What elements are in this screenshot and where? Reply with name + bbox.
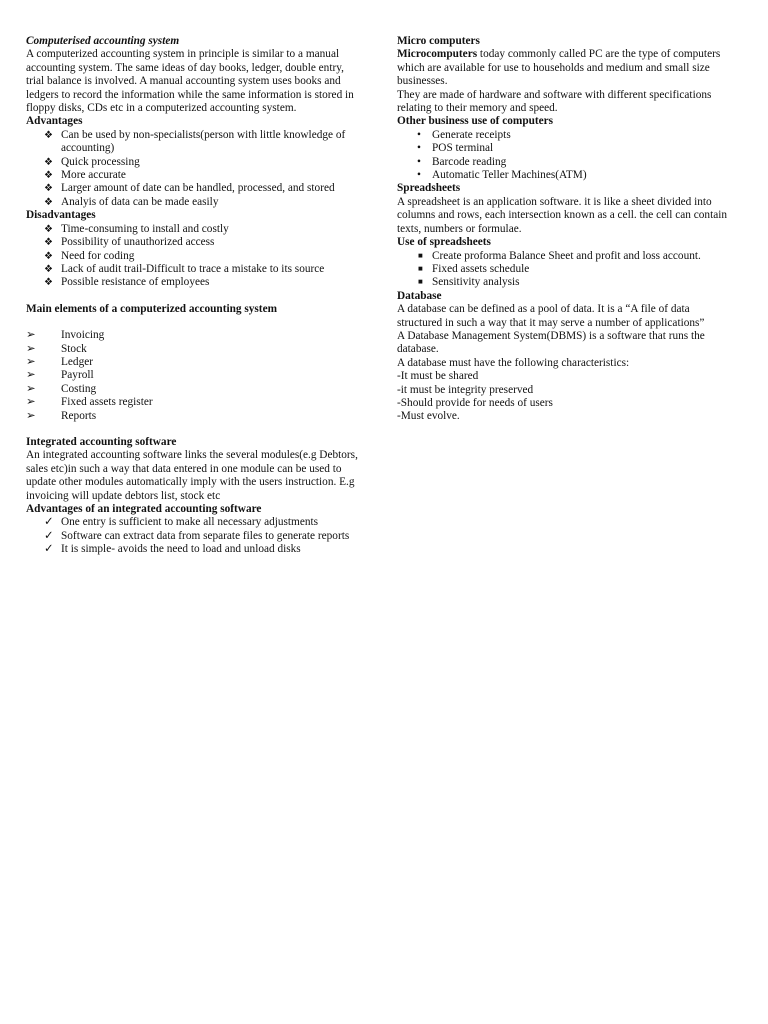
diamond-bullet-icon: ❖ (44, 223, 53, 235)
micro-paragraph-2: They are made of hardware and software with different specifications relating to their memory and speed. (397, 88, 712, 115)
arrow-bullet-icon: ➢ (26, 329, 36, 342)
arrow-bullet-icon: ➢ (26, 396, 36, 409)
arrow-bullet-icon: ➢ (26, 409, 36, 422)
list-item: ■ Fixed assets schedule (418, 262, 530, 275)
arrow-bullet-icon: ➢ (26, 342, 36, 355)
left-column (26, 35, 362, 557)
database-paragraph-2: A Database Management System(DBMS) is a software that runs the database. (397, 329, 705, 356)
diamond-bullet-icon: ❖ (44, 129, 53, 141)
square-bullet-icon: ■ (418, 277, 423, 287)
elements-list (26, 329, 362, 423)
list-item: ❖ Possible resistance of employees (44, 276, 210, 289)
list-item: • Automatic Teller Machines(ATM) (417, 169, 587, 182)
spacer (26, 316, 362, 329)
arrow-bullet-icon: ➢ (26, 369, 36, 382)
spacer (26, 423, 362, 436)
diamond-bullet-icon: ❖ (44, 156, 53, 168)
intro-paragraph: A computerized accounting system in principle is similar to a manual accounting system. The same ideas of day books, ledger, double entry, trial balance is involved. A manual accounting system uses books and ledgers to record the information while the same information is stored in floppy disks, CDs etc in a computerized accounting system. (26, 48, 354, 115)
list-item: ➢ Payroll (26, 369, 94, 382)
dot-bullet-icon: • (417, 142, 421, 155)
database-characteristic: -Should provide for needs of users (397, 396, 553, 409)
business-uses-heading: Other business use of computers (397, 115, 554, 128)
list-item: ➢ Reports (26, 409, 97, 422)
square-bullet-icon: ■ (418, 250, 423, 260)
database-characteristic: -It must be shared (397, 370, 479, 383)
list-item: ■ Create proforma Balance Sheet and profit and loss account. (418, 249, 701, 262)
list-item: ❖ Larger amount of date can be handled, processed, and stored (44, 182, 335, 195)
diamond-bullet-icon: ❖ (44, 183, 53, 195)
use-spreadsheets-list (397, 250, 733, 290)
dot-bullet-icon: • (417, 169, 421, 182)
advantages-heading: Advantages (26, 115, 83, 128)
list-item: ❖ Quick processing (44, 155, 140, 168)
diamond-bullet-icon: ❖ (44, 196, 53, 208)
list-item: • Generate receipts (417, 128, 511, 141)
list-item: ➢ Costing (26, 382, 97, 395)
section-title-computerised: Computerised accounting system (26, 35, 180, 47)
list-item: ❖ More accurate (44, 169, 126, 182)
integrated-advantages-list (26, 516, 362, 556)
list-item: ✓ One entry is sufficient to make all necessary adjustments (44, 516, 319, 529)
list-item: ❖ Possibility of unauthorized access (44, 236, 215, 249)
diamond-bullet-icon: ❖ (44, 263, 53, 275)
database-characteristic: -it must be integrity preserved (397, 383, 534, 396)
database-characteristic: -Must evolve. (397, 410, 460, 423)
spreadsheets-heading: Spreadsheets (397, 182, 461, 195)
disadvantages-heading: Disadvantages (26, 209, 96, 222)
disadvantages-list (26, 223, 362, 290)
database-heading: Database (397, 289, 442, 302)
checkmark-icon: ✓ (44, 516, 54, 529)
list-item: ➢ Stock (26, 342, 87, 355)
arrow-bullet-icon: ➢ (26, 355, 36, 368)
spreadsheets-paragraph: A spreadsheet is an application software. it is like a sheet divided into columns and rows, each intersection known as a cell. the cell can contain texts, numbers or formulae. (397, 195, 728, 235)
dot-bullet-icon: • (417, 128, 421, 141)
checkmark-icon: ✓ (44, 529, 54, 542)
integrated-heading: Integrated accounting software (26, 435, 177, 448)
list-item: ❖ Time-consuming to install and costly (44, 222, 229, 235)
business-uses-list (397, 129, 733, 183)
elements-heading: Main elements of a computerized accounting system (26, 302, 277, 315)
advantages-list (26, 129, 362, 209)
right-column (397, 35, 733, 424)
list-item: • Barcode reading (417, 155, 507, 168)
spacer (26, 290, 362, 303)
list-item: ❖ Need for coding (44, 249, 135, 262)
square-bullet-icon: ■ (418, 263, 423, 273)
dot-bullet-icon: • (417, 155, 421, 168)
diamond-bullet-icon: ❖ (44, 237, 53, 249)
list-item: ➢ Ledger (26, 355, 93, 368)
database-paragraph-3: A database must have the following characteristics: (397, 356, 630, 369)
use-spreadsheets-heading: Use of spreadsheets (397, 236, 491, 249)
micro-heading: Micro computers (397, 35, 480, 47)
arrow-bullet-icon: ➢ (26, 382, 36, 395)
list-item: ❖ Analyis of data can be made easily (44, 195, 219, 208)
list-item: ✓ Software can extract data from separate files to generate reports (44, 529, 350, 542)
checkmark-icon: ✓ (44, 543, 54, 556)
database-paragraph-1: A database can be defined as a pool of data. It is a “A file of data structured in such a way that it may serve a number of applications” (397, 303, 705, 329)
integrated-paragraph: An integrated accounting software links the several modules(e.g Debtors, sales etc)in such a way that data entered in one module can be used to update other modules automatically imply with the users instruction. E.g invoicing will update debtors list, stock etc (26, 449, 358, 502)
diamond-bullet-icon: ❖ (44, 170, 53, 182)
list-item: ➢ Fixed assets register (26, 396, 153, 409)
list-item: ❖ Lack of audit trail-Difficult to trace a mistake to its source (44, 262, 325, 275)
diamond-bullet-icon: ❖ (44, 250, 53, 262)
integrated-advantages-heading: Advantages of an integrated accounting software (26, 503, 262, 515)
list-item: ■ Sensitivity analysis (418, 276, 520, 289)
list-item: ➢ Invoicing (26, 329, 105, 342)
diamond-bullet-icon: ❖ (44, 277, 53, 289)
list-item: ❖ Can be used by non-specialists(person with little knowledge of accounting) (44, 128, 346, 155)
list-item: • POS terminal (417, 142, 494, 155)
list-item: ✓ It is simple- avoids the need to load and unload disks (44, 543, 301, 556)
micro-paragraph: Microcomputers today commonly called PC are the type of computers which are available for use to households and medium and small size businesses. (397, 48, 721, 88)
